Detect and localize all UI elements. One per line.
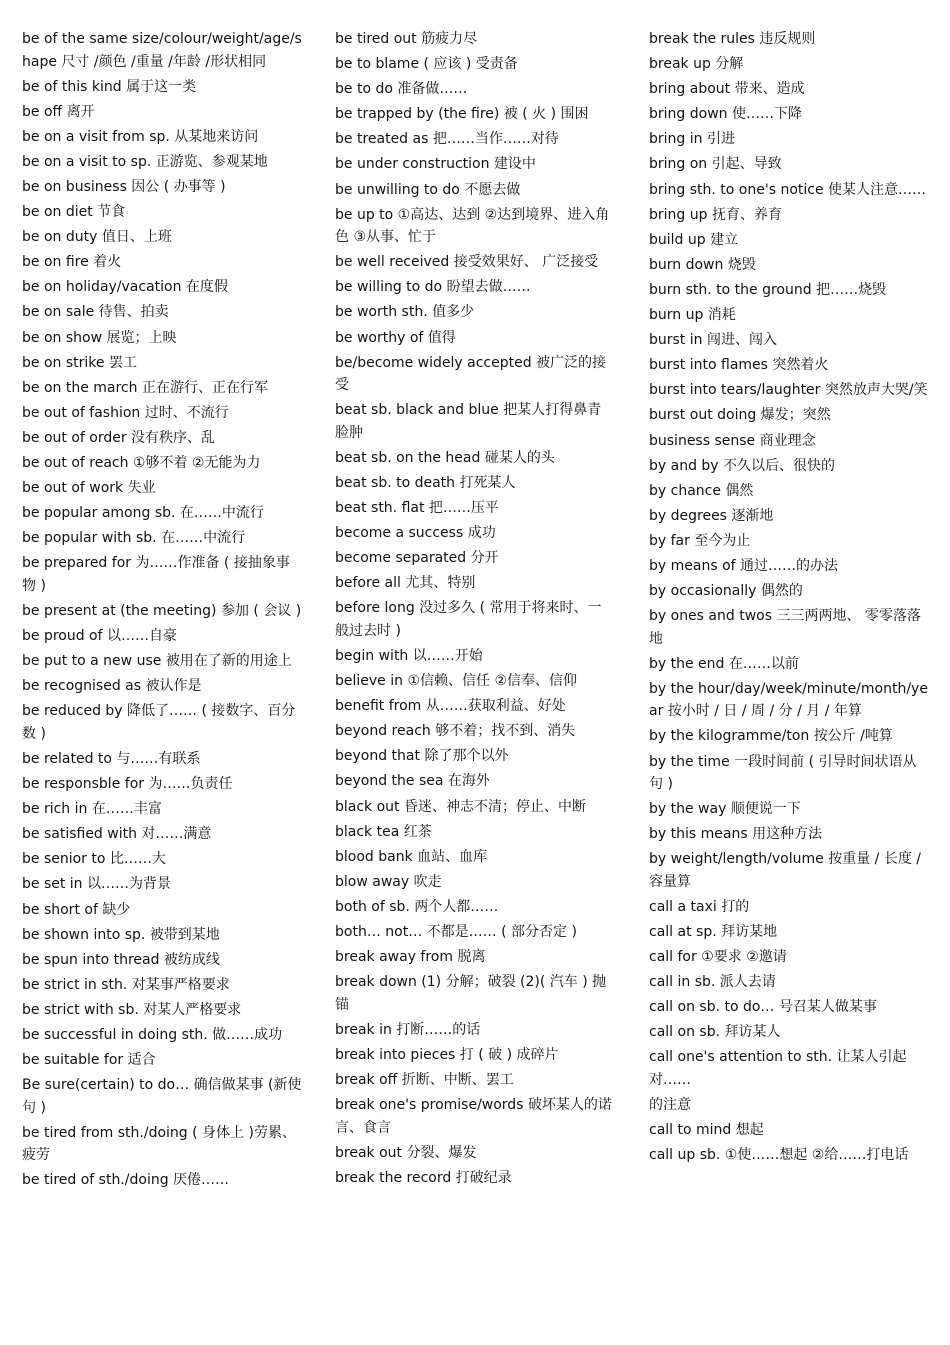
vocab-entry: Be sure(certain) to do… 确信做某事 (新使句 ) (22, 1077, 302, 1116)
vocab-entry: be out of work 失业 (22, 480, 156, 497)
vocab-entry: benefit from 从……获取利益、好处 (335, 698, 566, 715)
vocab-entry: by chance 偶然 (649, 482, 754, 499)
vocab-entry: be shown into sp. 被带到某地 (22, 926, 220, 943)
vocab-entry: be prepared for 为……作准备 ( 接抽象事物 ) (22, 555, 290, 594)
vocab-entry: before all 尤其、特别 (335, 575, 476, 592)
vocab-entry: be of the same size/colour/weight/age/shape 尺寸 /颜色 /重量 /年龄 /形状相同 (22, 31, 302, 70)
vocab-entry: by weight/length/volume 按重量 / 长度 / 容量算 (649, 851, 921, 890)
vocab-entry: be rich in 在……丰富 (22, 801, 162, 818)
vocab-entry: business sense 商业理念 (649, 432, 816, 449)
vocab-entry: by the hour/day/week/minute/month/year 按小时 / 日 / 周 / 分 / 月 / 年算 (649, 680, 928, 720)
vocab-entry: beat sth. flat 把……压平 (335, 500, 499, 516)
vocab-entry: be unwilling to do 不愿去做 (335, 181, 521, 198)
vocab-entry: be set in 以……为背景 (22, 876, 172, 893)
vocab-entry: be on a visit from sp. 从某地来访问 (22, 128, 259, 145)
vocab-entry: be on duty 值日、上班 (22, 229, 172, 246)
vocab-entry: blow away 吹走 (335, 873, 442, 890)
vocab-entry: be suitable for 适合 (22, 1052, 156, 1069)
vocab-entry: be recognised as 被认作是 (22, 678, 202, 695)
vocab-entry: be/become widely accepted 被广泛的接受 (335, 354, 607, 394)
vocab-entry: bring in 引进 (649, 131, 735, 148)
vocab-entry: burst into flames 突然着火 (649, 357, 829, 374)
vocab-entry: believe in ①信赖、信任 ②信奉、信仰 (335, 673, 578, 690)
vocab-entry: call one's attention to sth. 让某人引起对…… (649, 1049, 907, 1088)
vocab-entry: be related to 与……有联系 (22, 750, 201, 767)
vocab-entry: break the record 打破纪录 (335, 1169, 512, 1186)
vocab-entry: be to blame ( 应该 ) 受责备 (335, 56, 518, 73)
vocab-entry: be off 离开 (22, 103, 95, 120)
vocab-entry: burst out doing 爆发；突然 (649, 407, 831, 424)
vocab-entry: break up 分解 (649, 56, 744, 73)
vocab-entry: before long 没过多久 ( 常用于将来时、一般过去时 ) (335, 600, 602, 639)
vocab-entry: be put to a new use 被用在了新的用途上 (22, 653, 292, 670)
vocab-entry: bring about 带来、造成 (649, 81, 805, 98)
vocab-entry: be reduced by 降低了…… ( 接数字、百分数 ) (22, 703, 296, 742)
vocab-entry: by the end 在……以前 (649, 655, 799, 672)
vocab-entry: burn sth. to the ground 把……烧毁 (649, 281, 887, 298)
vocab-entry: be responsble for 为……负责任 (22, 776, 233, 793)
vocab-entry: call on sb. 拜访某人 (649, 1024, 781, 1041)
vocab-entry: be on fire 着火 (22, 254, 122, 271)
column-2 (335, 28, 615, 1192)
vocab-entry: be worthy of 值得 (335, 329, 456, 346)
vocab-entry: be present at (the meeting) 参加 ( 会议 ) (22, 602, 302, 619)
vocab-entry: be tired of sth./doing 厌倦…… (22, 1172, 230, 1189)
vocab-entry: beyond that 除了那个以外 (335, 748, 509, 765)
vocab-entry: bring sth. to one's notice 使某人注意…… (649, 181, 927, 198)
vocab-entry: by this means 用这种方法 (649, 826, 823, 843)
vocab-entry: bring down 使……下降 (649, 106, 802, 123)
vocab-entry: be out of order 没有秩序、乱 (22, 429, 216, 446)
vocab-entry: be trapped by (the fire) 被 ( 火 ) 围困 (335, 106, 589, 123)
vocab-entry: bring on 引起、导致 (649, 156, 782, 173)
vocab-entry: be of this kind 属于这一类 (22, 78, 197, 95)
vocab-entry: black out 昏迷、神志不清；停止、中断 (335, 798, 586, 815)
vocab-entry: beyond reach 够不着；找不到、消失 (335, 723, 576, 740)
vocab-entry: beyond the sea 在海外 (335, 773, 490, 790)
vocab-entry: be strict with sb. 对某人严格要求 (22, 1001, 242, 1018)
vocab-entry: become a success 成功 (335, 525, 496, 542)
vocab-entry: break the rules 违反规则 (649, 31, 816, 47)
vocab-entry: both… not… 不都是…… ( 部分否定 ) (335, 924, 577, 940)
vocab-entry: beat sb. to death 打死某人 (335, 474, 516, 491)
vocab-entry: by and by 不久以后、很快的 (649, 457, 836, 474)
vocab-entry: call at sp. 拜访某地 (649, 924, 778, 940)
vocab-entry: break into pieces 打 ( 破 ) 成碎片 (335, 1046, 559, 1063)
vocab-entry: blood bank 血站、血库 (335, 848, 488, 865)
vocab-entry: be on holiday/vacation 在度假 (22, 279, 228, 296)
column-3 (649, 28, 929, 1169)
vocab-entry: be satisfied with 对……满意 (22, 826, 212, 843)
vocab-entry: call for ①要求 ②邀请 (649, 949, 787, 966)
vocab-entry: be spun into thread 被纺成线 (22, 951, 220, 968)
vocab-entry: build up 建立 (649, 231, 739, 248)
vocab-entry: be out of fashion 过时、不流行 (22, 404, 229, 421)
vocab-entry: call up sb. ①使……想起 ②给……打电话 (649, 1147, 909, 1164)
vocab-entry: be on strike 罢工 (22, 354, 137, 371)
vocab-entry: be on the march 正在游行、正在行军 (22, 379, 268, 396)
vocab-entry: be up to ①高达、达到 ②达到境界、进入角色 ③从事、忙于 (335, 206, 610, 246)
vocab-entry: 的注意 (649, 1097, 691, 1114)
vocab-entry: by degrees 逐渐地 (649, 507, 774, 524)
vocab-entry: be worth sth. 值多少 (335, 304, 475, 321)
vocab-entry: by the kilogramme/ton 按公斤 /吨算 (649, 728, 893, 745)
vocab-entry: be popular among sb. 在……中流行 (22, 505, 264, 522)
vocab-entry: break off 折断、中断、罢工 (335, 1071, 514, 1088)
vocab-entry: by occasionally 偶然的 (649, 583, 803, 600)
vocab-entry: be tired from sth./doing ( 身体上 )劳累、疲劳 (22, 1124, 296, 1164)
vocab-entry: be under construction 建设中 (335, 156, 536, 173)
vocab-entry: break one's promise/words 破坏某人的诺言、食言 (335, 1097, 612, 1136)
vocab-entry: be on sale 待售、拍卖 (22, 304, 169, 321)
vocab-entry: be popular with sb. 在……中流行 (22, 530, 246, 547)
vocab-entry: by far 至今为止 (649, 532, 751, 549)
vocab-entry: become separated 分开 (335, 550, 499, 567)
vocab-entry: be willing to do 盼望去做…… (335, 279, 531, 296)
vocab-entry: call in sb. 派人去请 (649, 974, 776, 991)
column-1 (22, 28, 302, 1194)
vocab-entry: be tired out 筋疲力尽 (335, 31, 478, 47)
vocab-entry: burn up 消耗 (649, 307, 736, 324)
vocab-entry: be well received 接受效果好、 广泛接受 (335, 254, 599, 271)
vocab-entry: beat sb. on the head 碰某人的头 (335, 449, 555, 466)
vocab-entry: be treated as 把……当作……对待 (335, 131, 559, 148)
vocab-entry: burst into tears/laughter 突然放声大哭/笑 (649, 382, 928, 399)
vocab-entry: burn down 烧毁 (649, 256, 756, 273)
vocab-entry: be senior to 比……大 (22, 851, 166, 868)
vocab-entry: burst in 闯进、闯入 (649, 332, 777, 349)
vocab-entry: call a taxi 打的 (649, 898, 750, 915)
vocab-entry: be proud of 以……自豪 (22, 628, 178, 645)
vocab-entry: be on show 展览；上映 (22, 329, 177, 346)
vocab-entry: break down (1) 分解；破裂 (2)( 汽车 ) 抛锚 (335, 974, 607, 1013)
vocab-entry: be strict in sth. 对某事严格要求 (22, 976, 230, 993)
vocab-entry: call on sb. to do… 号召某人做某事 (649, 999, 877, 1016)
vocab-entry: both of sb. 两个人都…… (335, 898, 499, 915)
vocab-entry: be on a visit to sp. 正游览、参观某地 (22, 153, 268, 170)
vocab-entry: be on diet 节食 (22, 204, 126, 221)
vocab-entry: bring up 抚育、养育 (649, 206, 782, 223)
vocab-entry: break out 分裂、爆发 (335, 1144, 477, 1161)
vocab-entry: be successful in doing sth. 做……成功 (22, 1026, 283, 1043)
vocab-entry: beat sb. black and blue 把某人打得鼻青脸肿 (335, 402, 602, 441)
vocab-entry: by ones and twos 三三两两地、 零零落落地 (649, 608, 921, 647)
vocab-entry: be short of 缺少 (22, 901, 131, 918)
vocab-entry: be to do 准备做…… (335, 81, 468, 98)
vocab-entry: by the way 顺便说一下 (649, 801, 801, 818)
vocab-entry: break in 打断……的话 (335, 1021, 481, 1038)
vocab-entry: break away from 脱离 (335, 949, 486, 966)
vocab-entry: be on business 因公 ( 办事等 ) (22, 178, 226, 195)
vocab-entry: by means of 通过……的办法 (649, 557, 839, 574)
vocab-entry: call to mind 想起 (649, 1122, 764, 1139)
vocab-entry: by the time 一段时间前 ( 引导时间状语从句 ) (649, 753, 917, 793)
vocab-entry: black tea 红茶 (335, 823, 432, 840)
vocab-entry: be out of reach ①够不着 ②无能为力 (22, 455, 261, 471)
vocab-entry: begin with 以……开始 (335, 647, 483, 664)
